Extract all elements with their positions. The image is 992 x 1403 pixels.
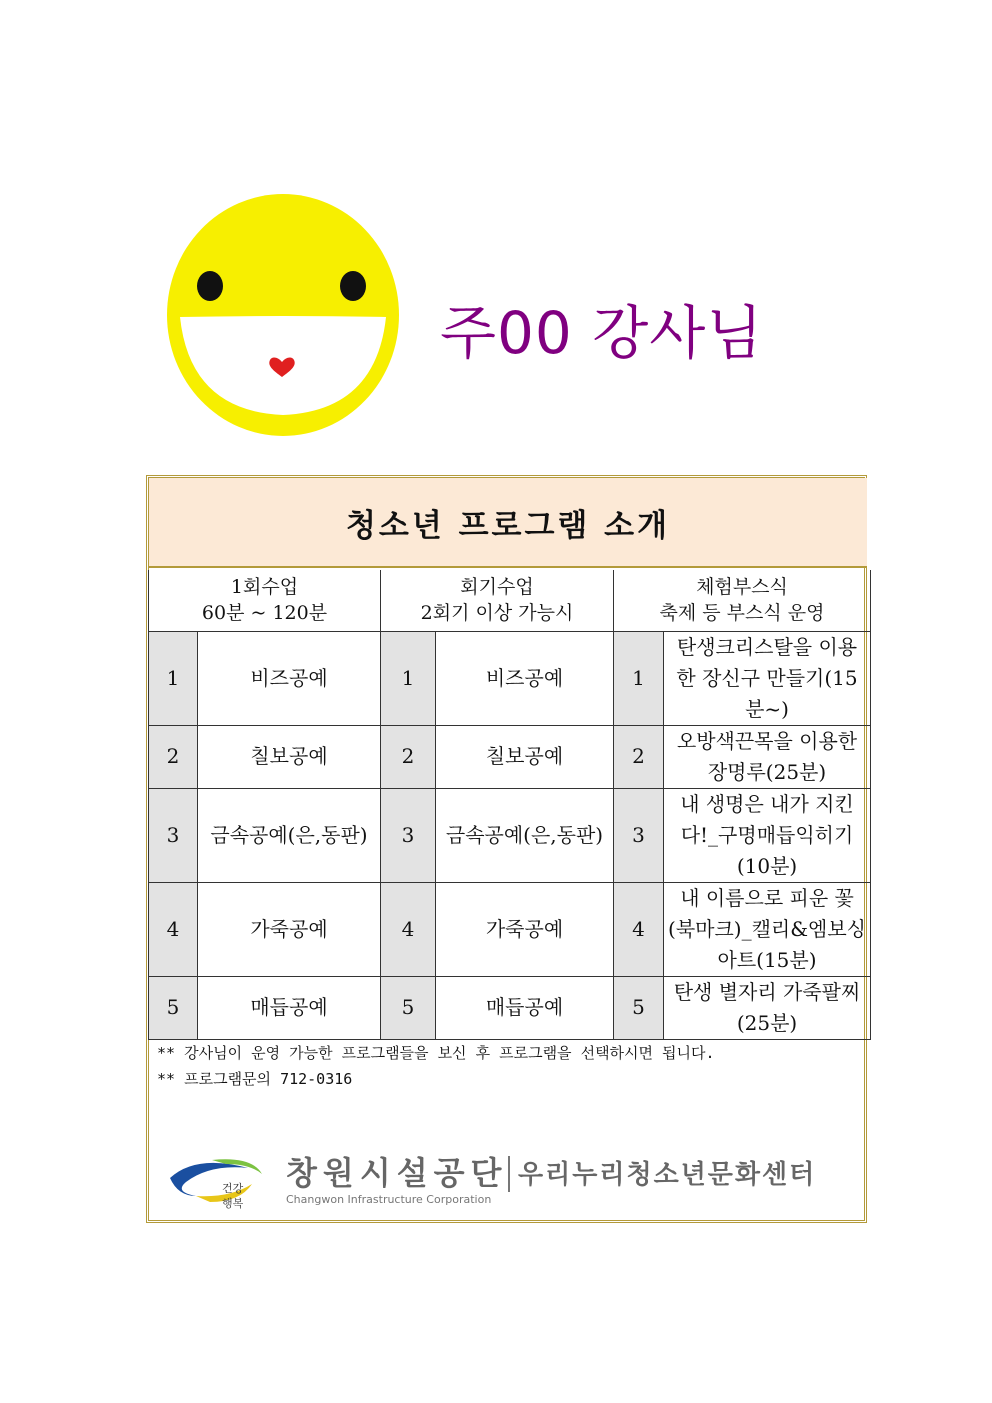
logo-text-happiness: 행복	[222, 1197, 244, 1210]
table-row	[149, 976, 871, 1039]
column-header-booth	[614, 570, 871, 631]
note-contact: ** 프로그램문의 712-0316	[157, 1070, 353, 1088]
row-number: 3	[381, 788, 436, 882]
instructor-name: 주00 강사님	[440, 299, 764, 367]
program-cell: 금속공예(은,동판)	[436, 788, 614, 882]
footer-logo	[166, 1148, 846, 1212]
row-number: 4	[149, 882, 198, 976]
page-title: 청소년 프로그램 소개	[149, 478, 867, 568]
program-cell: 오방색끈목을 이용한 장명루(25분)	[664, 725, 871, 788]
program-cell: 가죽공예	[436, 882, 614, 976]
program-cell: 매듭공예	[198, 976, 381, 1039]
table-row	[149, 631, 871, 725]
column-header-subtitle: 축제 등 부스식 운영	[659, 602, 825, 625]
program-cell: 내 이름으로 피운 꽃(북마크)_캘리&엠보싱아트(15분)	[664, 882, 871, 976]
column-header-title: 회기수업	[460, 576, 534, 599]
table-row	[149, 725, 871, 788]
smiley-face-icon	[166, 193, 400, 437]
program-cell: 탄생 별자리 가죽팔찌(25분)	[664, 976, 871, 1039]
program-cell: 비즈공예	[436, 631, 614, 725]
notes	[157, 1040, 715, 1092]
row-number: 1	[149, 631, 198, 725]
row-number: 4	[381, 882, 436, 976]
row-number: 1	[381, 631, 436, 725]
row-number: 5	[614, 976, 664, 1039]
row-number: 5	[381, 976, 436, 1039]
row-number: 3	[149, 788, 198, 882]
org-name: 창원시설공단	[286, 1154, 508, 1192]
program-cell: 비즈공예	[198, 631, 381, 725]
table-row	[149, 882, 871, 976]
program-table	[148, 570, 871, 1040]
row-number: 4	[614, 882, 664, 976]
org-english-name: Changwon Infrastructure Corporation	[286, 1193, 492, 1206]
table-row	[149, 788, 871, 882]
row-number: 5	[149, 976, 198, 1039]
row-number: 2	[614, 725, 664, 788]
program-cell: 매듭공예	[436, 976, 614, 1039]
column-header-title: 1회수업	[230, 576, 299, 599]
row-number: 2	[381, 725, 436, 788]
table-header-row	[149, 570, 871, 631]
program-cell: 칠보공예	[436, 725, 614, 788]
program-cell: 탄생크리스탈을 이용한 장신구 만들기(15분~)	[664, 631, 871, 725]
program-cell: 내 생명은 내가 지킨다!_구명매듭익히기(10분)	[664, 788, 871, 882]
footer-divider	[508, 1156, 510, 1192]
note-selection: ** 강사님이 운영 가능한 프로그램들을 보신 후 프로그램을 선택하시면 됩니다.	[157, 1044, 715, 1062]
column-header-single-class	[149, 570, 381, 631]
program-cell: 가죽공예	[198, 882, 381, 976]
changwon-logo-icon	[166, 1152, 266, 1212]
column-header-session-class	[381, 570, 614, 631]
column-header-title: 체험부스식	[696, 576, 788, 599]
column-header-subtitle: 60분 ~ 120분	[201, 602, 328, 625]
row-number: 1	[614, 631, 664, 725]
row-number: 3	[614, 788, 664, 882]
program-cell: 금속공예(은,동판)	[198, 788, 381, 882]
column-header-subtitle: 2회기 이상 가능시	[420, 602, 574, 625]
row-number: 2	[149, 725, 198, 788]
program-cell: 칠보공예	[198, 725, 381, 788]
center-name: 우리누리청소년문화센터	[518, 1160, 817, 1190]
logo-text-health: 건강	[222, 1182, 244, 1195]
